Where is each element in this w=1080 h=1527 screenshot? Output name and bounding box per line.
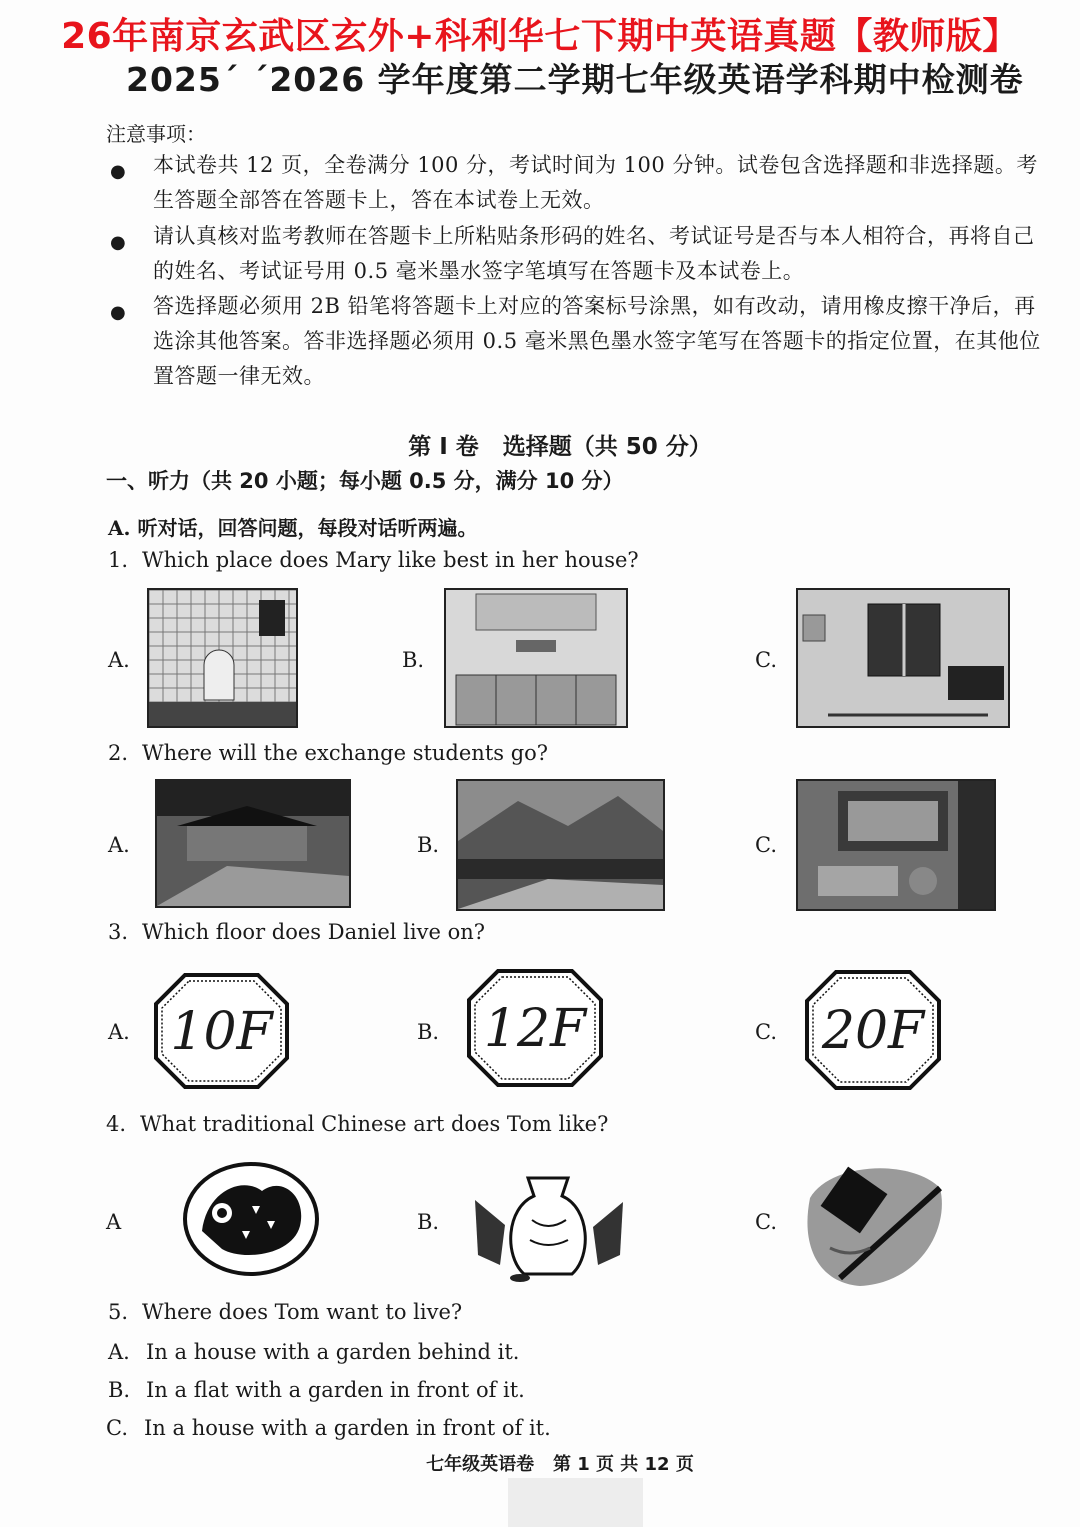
living-room-image — [796, 588, 1010, 728]
option-letter: C. — [755, 1210, 777, 1234]
option-letter: C. — [755, 648, 777, 672]
option-letter: B. — [417, 833, 440, 857]
courtyard-photo — [155, 779, 351, 908]
bullet-icon: ● — [110, 302, 126, 323]
option-letter: C. — [755, 833, 777, 857]
question-3: 3. Which floor does Daniel live on? — [108, 920, 486, 944]
answer-option-a: A. In a house with a garden behind it. — [108, 1340, 520, 1364]
option-letter: A. — [108, 833, 130, 857]
museum-photo — [796, 779, 996, 911]
floor-sign-12f: 12F — [466, 968, 604, 1088]
scan-artifact — [508, 1478, 643, 1527]
banner-title: 26年南京玄武区玄外+科利华七下期中英语真题【教师版】 — [61, 16, 1019, 57]
option-letter: B. — [402, 648, 425, 672]
option-letter: C. — [755, 1020, 777, 1044]
page-footer: 七年级英语卷 第 1 页 共 12 页 — [426, 1454, 694, 1475]
question-5: 5. Where does Tom want to live? — [108, 1300, 463, 1324]
option-letter: A — [106, 1210, 122, 1234]
paper-cut-image — [182, 1161, 320, 1277]
kitchen-image — [444, 588, 628, 728]
note-item: ● 本试卷共 12 页，全卷满分 100 分，考试时间为 100 分钟。试卷包含选择题和非选择题。考生答题全部答在答题卡上，答在本试卷上无效。 — [110, 153, 1038, 212]
note-item: ● 答选择题必须用 2B 铅笔将答题卡上对应的答案标号涂黑，如有改动，请用橡皮擦干净后，再选涂其他答案。答非选择题必须用 0.5 毫米黑色墨水签字笔写在答题卡的指定位置，在其他位置答题一律无效。 — [110, 294, 1041, 388]
bathroom-image — [147, 588, 298, 728]
notes-heading: 注意事项： — [106, 122, 206, 146]
part-title: 第 I 卷 选择题（共 50 分） — [408, 434, 712, 460]
question-1: 1. Which place does Mary like best in her house? — [108, 548, 639, 572]
bullet-icon: ● — [110, 232, 126, 253]
sub-title: A. 听对话，回答问题，每段对话听两遍。 — [108, 516, 478, 540]
option-letter: A. — [108, 648, 130, 672]
note-item: ● 请认真核对监考教师在答题卡上所粘贴条形码的姓名、考试证号是否与本人相符合，再将自己的姓名、考试证号用 0.5 毫米墨水签字笔填写在答题卡及本试卷上。 — [110, 224, 1035, 283]
option-letter: B. — [417, 1210, 440, 1234]
answer-option-b: B. In a flat with a garden in front of it. — [108, 1378, 525, 1402]
bullet-icon: ● — [110, 161, 126, 182]
floor-sign-10f: 10F — [153, 972, 290, 1090]
question-4: 4. What traditional Chinese art does Tom like? — [106, 1112, 609, 1136]
question-2: 2. Where will the exchange students go? — [108, 741, 549, 765]
section-title: 一、听力（共 20 小题；每小题 0.5 分，满分 10 分） — [106, 469, 624, 493]
option-letter: A. — [108, 1020, 130, 1044]
floor-sign-20f: 20F — [804, 969, 942, 1091]
exam-title: 2025´ ´2026 学年度第二学期七年级英语学科期中检测卷 — [126, 60, 1024, 99]
option-letter: B. — [417, 1020, 440, 1044]
calligraphy-image — [800, 1158, 948, 1288]
great-wall-photo — [456, 779, 665, 911]
pottery-image — [470, 1160, 628, 1284]
answer-option-c: C. In a house with a garden in front of it. — [106, 1416, 551, 1440]
